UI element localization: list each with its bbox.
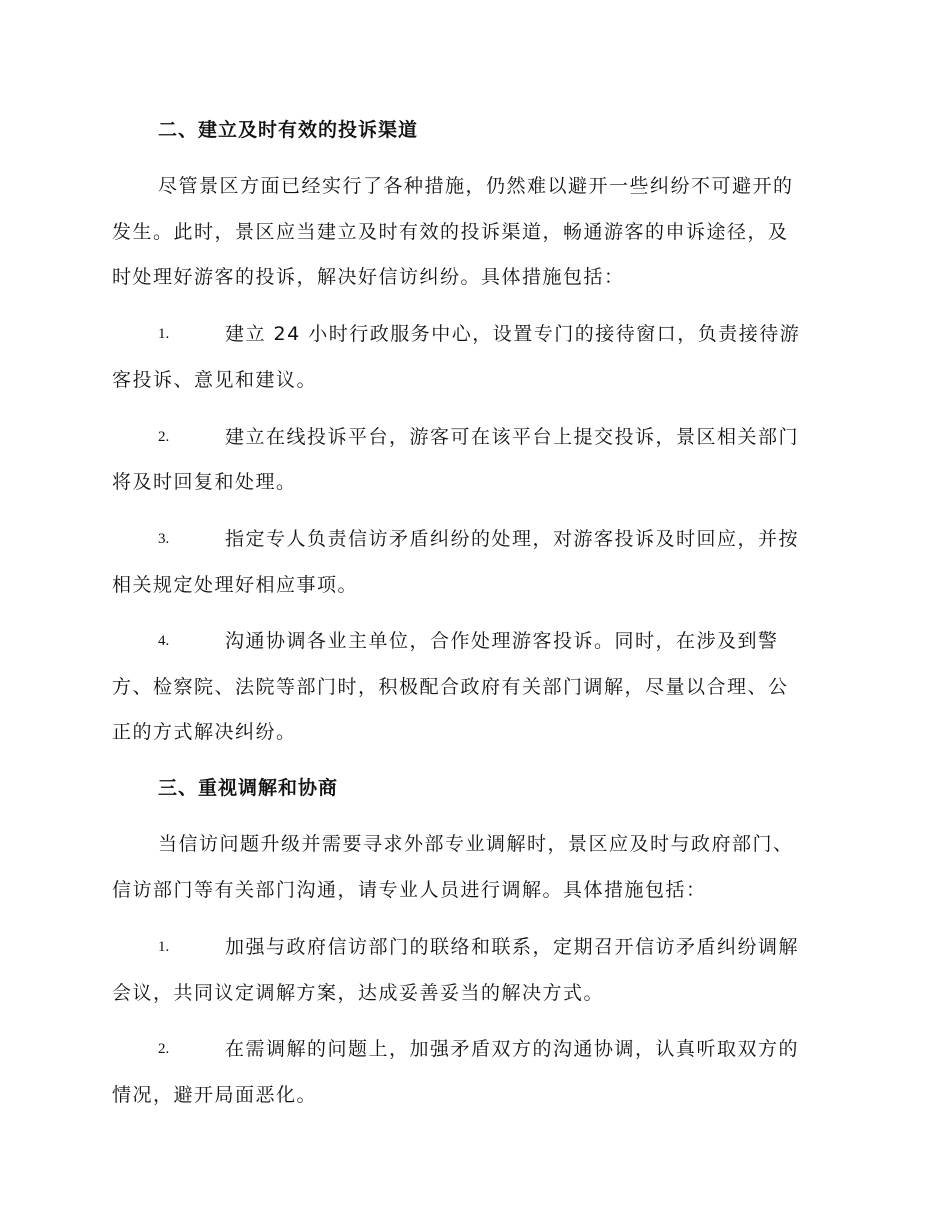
section-2-heading: 二、建立及时有效的投诉渠道 bbox=[158, 119, 419, 141]
section-2-intro-line: 尽管景区方面已经实行了各种措施，仍然难以避开一些纠纷不可避开的 bbox=[158, 175, 794, 197]
list-item-text: 客投诉、意见和建议。 bbox=[112, 369, 318, 391]
list-item-number: 2. bbox=[158, 1041, 170, 1057]
list-item-text: 加强与政府信访部门的联络和联系，定期召开信访矛盾纠纷调解 bbox=[225, 936, 800, 958]
list-item-text: 方、检察院、法院等部门时，积极配合政府有关部门调解，尽量以合理、公 bbox=[112, 676, 789, 698]
section-3-intro-line: 当信访问题升级并需要寻求外部专业调解时，景区应及时与政府部门、 bbox=[158, 833, 794, 855]
list-item-text: 会议，共同议定调解方案，达成妥善妥当的解决方式。 bbox=[112, 982, 605, 1004]
list-item-text: 情况，避开局面恶化。 bbox=[112, 1084, 318, 1106]
section-2-intro-line: 发生。此时，景区应当建立及时有效的投诉渠道，畅通游客的申诉途径，及 bbox=[112, 221, 789, 243]
section-3-heading: 三、重视调解和协商 bbox=[158, 777, 339, 799]
list-item-text: 正的方式解决纠纷。 bbox=[112, 721, 297, 743]
list-item-number: 1. bbox=[158, 939, 170, 955]
list-item-text: 指定专人负责信访矛盾纠纷的处理，对游客投诉及时回应，并按 bbox=[225, 528, 800, 550]
section-2-intro-line: 时处理好游客的投诉，解决好信访纠纷。具体措施包括： bbox=[112, 266, 625, 288]
section-3-intro-line: 信访部门等有关部门沟通，请专业人员进行调解。具体措施包括： bbox=[112, 879, 707, 901]
list-item-text: 在需调解的问题上，加强矛盾双方的沟通协调，认真听取双方的 bbox=[225, 1038, 800, 1060]
list-item-text: 相关规定处理好相应事项。 bbox=[112, 574, 359, 596]
list-item-text: 建立 24 小时行政服务中心，设置专门的接待窗口，负责接待游 bbox=[225, 323, 801, 345]
list-item-text: 建立在线投诉平台，游客可在该平台上提交投诉，景区相关部门 bbox=[225, 426, 800, 448]
list-item-number: 1. bbox=[158, 326, 170, 342]
list-item-number: 3. bbox=[158, 531, 170, 547]
list-item-text: 沟通协调各业主单位，合作处理游客投诉。同时，在涉及到警 bbox=[225, 630, 779, 652]
list-item-number: 4. bbox=[158, 633, 170, 649]
list-item-number: 2. bbox=[158, 429, 170, 445]
list-item-text: 将及时回复和处理。 bbox=[112, 471, 297, 493]
